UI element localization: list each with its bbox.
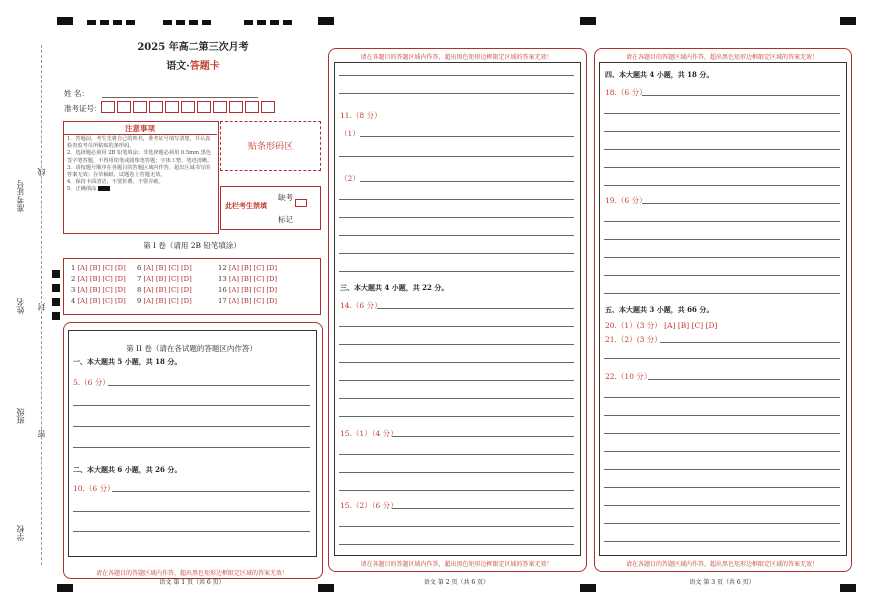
subtitle-card: 答题卡 <box>189 61 220 72</box>
warning-col3-top: 请在各题目的答题区域内作答，超出黑色矩形边框限定区域的答案无效！ <box>625 54 818 61</box>
warning-col3-bottom: 请在各题目的答题区域内作答，超出黑色矩形边框限定区域的答案无效！ <box>625 561 818 568</box>
registration-mark <box>52 298 60 306</box>
mcq-row[interactable]: 1 [A] [B] [C] [D] <box>71 264 126 272</box>
mcq-row[interactable]: 17 [A] [B] [C] [D] <box>218 297 278 305</box>
name-label: 姓 名： <box>64 89 89 98</box>
filled-sample <box>98 186 110 191</box>
side-label-school: 学校 <box>16 525 25 541</box>
footer-page2: 语文 第 2 页（共 6 页） <box>423 579 490 586</box>
q18-label: 18.（6 分） <box>605 88 647 97</box>
q11-label: 11.（8 分） <box>340 111 382 120</box>
registration-mark <box>57 17 73 25</box>
footer-page3: 语文 第 3 页（共 6 页） <box>689 579 755 586</box>
q11-2-label: （2） <box>340 174 360 183</box>
part2-heading: 二、本大题共 6 小题，共 26 分。 <box>73 465 182 474</box>
section1-title: 第 I 卷（请用 2B 铅笔填涂） <box>143 241 241 250</box>
notes-list <box>67 136 215 194</box>
mcq-row[interactable]: 8 [A] [B] [C] [D] <box>137 286 192 294</box>
registration-mark <box>126 20 135 25</box>
part5-heading: 五、本大题共 3 小题，共 66 分。 <box>605 305 714 314</box>
mcq-row[interactable]: 9 [A] [B] [C] [D] <box>137 297 192 305</box>
mcq-row[interactable]: 13 [A] [B] [C] [D] <box>218 275 278 283</box>
q5-label: 5.（6 分） <box>73 378 110 387</box>
registration-mark <box>257 20 266 25</box>
side-label-id: 准考证号 <box>16 180 25 212</box>
notes-item: 1．答题前，考生先将自己的姓名，准考证号填写清楚，并认真检查监考员所粘贴的条形码。 <box>67 136 211 150</box>
q11-1-label: （1） <box>340 129 360 138</box>
absent-forbidden-label: 此栏考生禁填 <box>225 201 267 210</box>
side-label-seal: 封 <box>37 303 46 311</box>
registration-mark <box>176 20 185 25</box>
notes-divider <box>63 134 217 135</box>
registration-mark <box>202 20 211 25</box>
subtitle-subject: 语文· <box>166 61 190 72</box>
q22-label: 22.（10 分） <box>605 372 652 381</box>
mcq-row[interactable]: 4 [A] [B] [C] [D] <box>71 297 126 305</box>
absent-checkbox[interactable] <box>295 199 307 207</box>
section2-title: 第 II 卷（请在各试题的答题区内作答） <box>126 344 257 353</box>
registration-mark <box>283 20 292 25</box>
notes-title: 注意事项 <box>125 124 155 133</box>
warning-col1: 请在各题目的答题区域内作答，超出黑色矩形边框限定区域的答案无效！ <box>95 570 288 577</box>
q10-label: 10.（6 分） <box>73 484 115 493</box>
warning-col2-top: 请在各题目的答题区域内作答，超出黑色矩形边框限定区域的答案无效！ <box>360 54 553 61</box>
mcq-row[interactable]: 2 [A] [B] [C] [D] <box>71 275 126 283</box>
mcq-row[interactable]: 16 [A] [B] [C] [D] <box>218 286 278 294</box>
page-subtitle <box>62 57 324 72</box>
id-label: 准考证号： <box>64 104 102 113</box>
notes-item: 4．保持卡面清洁，不要折叠、不要弄破。 <box>67 179 164 186</box>
registration-mark <box>52 312 60 320</box>
q20-label[interactable]: 20.（1）(3 分） [A] [B] [C] [D] <box>605 321 718 330</box>
footer-page1: 语文 第 1 页（共 6 页） <box>159 579 225 586</box>
side-label-line: 线 <box>37 168 46 176</box>
notes-item: 3．请按题号顺序在各题目的答题区域内作答，超出区域书写的答案无效；在草稿纸、试题卷上答题无效。 <box>67 164 211 179</box>
registration-mark <box>163 20 172 25</box>
registration-mark <box>244 20 253 25</box>
absent-top-label: 缺考 <box>278 193 293 202</box>
side-label-secret: 密 <box>37 430 46 438</box>
mcq-row[interactable]: 6 [A] [B] [C] [D] <box>137 264 192 272</box>
mcq-row[interactable]: 7 [A] [B] [C] [D] <box>137 275 192 283</box>
side-label-name: 姓名 <box>16 298 25 314</box>
side-label-class: 班级 <box>16 408 25 424</box>
q14-label: 14.（6 分） <box>340 301 382 310</box>
warning-col2-bottom: 请在各题目的答题区域内作答，超出黑色矩形边框限定区域的答案无效！ <box>360 561 553 568</box>
q15-1-label: 15.（1）（4 分） <box>340 429 398 438</box>
notes-item: 2．选择题必须用 2B 铅笔填涂；非选择题必须用 0.5mm 黑色签字笔答题，不得用铅笔或圆珠笔答题；字体工整、笔迹清晰。 <box>67 150 213 164</box>
registration-mark <box>840 17 856 25</box>
page-title: 2025 年高二第三次月考 <box>137 42 249 53</box>
mcq-row[interactable]: 12 [A] [B] [C] [D] <box>218 264 278 272</box>
absent-bottom-label: 标记 <box>278 215 293 224</box>
name-field[interactable] <box>102 97 258 98</box>
registration-mark <box>100 20 109 25</box>
registration-mark <box>318 17 334 25</box>
q15-2-label: 15.（2）（6 分） <box>340 501 398 510</box>
part3-heading: 三、本大题共 4 小题，共 22 分。 <box>340 283 449 292</box>
q19-label: 19.（6 分） <box>605 196 647 205</box>
barcode-label: 贴条形码区 <box>247 142 293 152</box>
part1-heading: 一、本大题共 5 小题，共 18 分。 <box>73 357 182 366</box>
registration-mark <box>52 284 60 292</box>
registration-mark <box>52 270 60 278</box>
registration-mark <box>270 20 279 25</box>
part4-heading: 四、本大题共 4 小题，共 18 分。 <box>605 70 714 79</box>
q21-label: 21.（2）(3 分） <box>605 335 662 344</box>
notes-item: 5．正确填涂 <box>67 186 215 193</box>
mcq-row[interactable]: 3 [A] [B] [C] [D] <box>71 286 126 294</box>
registration-mark <box>580 17 596 25</box>
registration-mark <box>113 20 122 25</box>
registration-mark <box>87 20 96 25</box>
registration-mark <box>189 20 198 25</box>
